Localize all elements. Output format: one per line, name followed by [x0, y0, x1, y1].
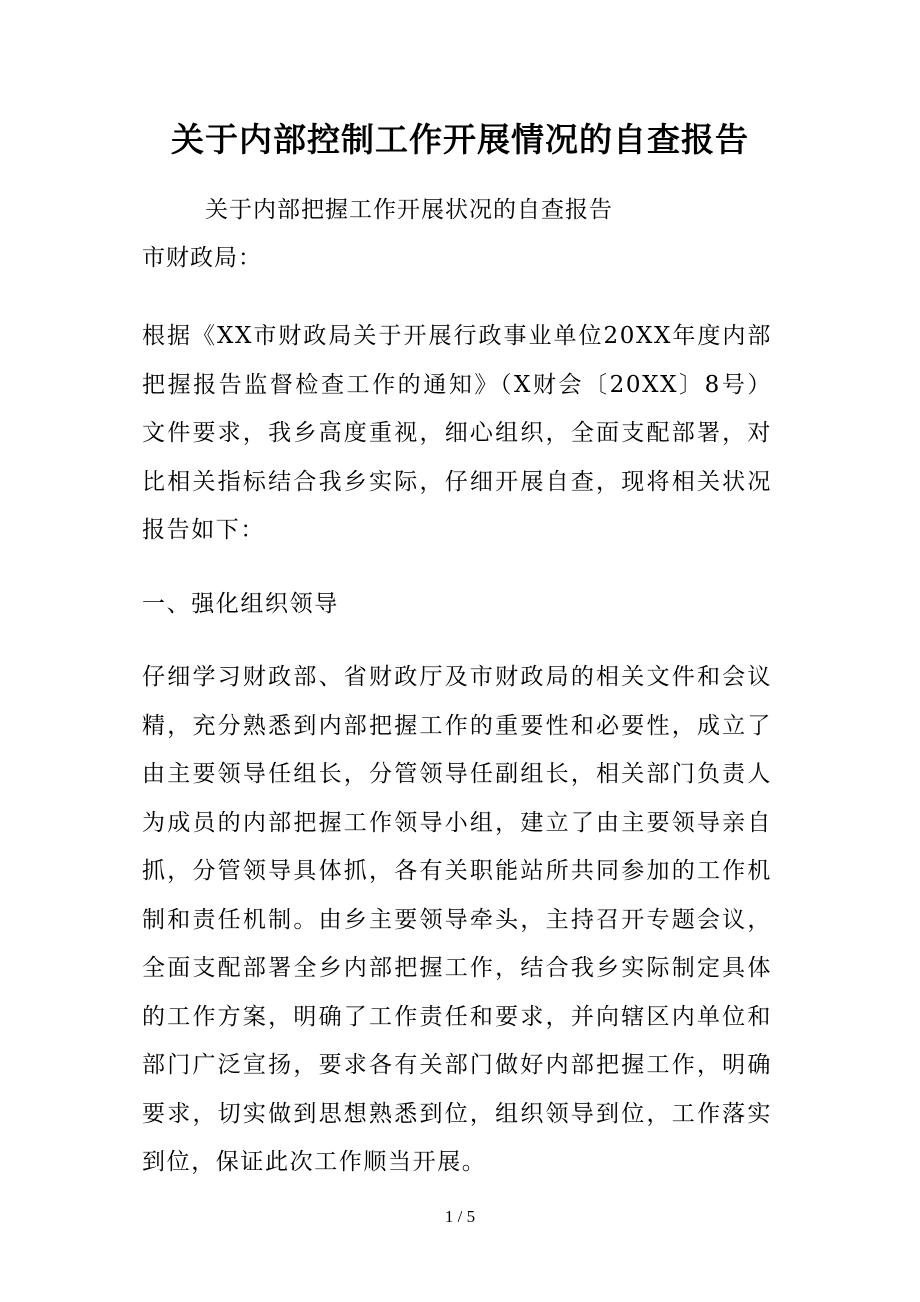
section-heading: 一、强化组织领导	[142, 591, 339, 617]
paragraph-body: 仔细学习财政部、省财政厅及市财政局的相关文件和会议精，充分熟悉到内部把握工作的重要性和必要性，成立了由主要领导任组长，分管领导任副组长，相关部门负责人为成员的内部把握工作领导小组，建立了由主要领导亲自抓，分管领导具体抓，各有关职能站所共同参加的工作机制和责任机制。由乡主要领导牵头，主持召开专题会议，全面支配部署全乡内部把握工作，结合我乡实际制定具体的工作方案，明确了工作责任和要求，并向辖区内单位和部门广泛宣扬，要求各有关部门做好内部把握工作，明确要求，切实做到思想熟悉到位，组织领导到位，工作落实到位，保证此次工作顺当开展。	[142, 664, 772, 1175]
document-subtitle: 关于内部把握工作开展状况的自查报告	[205, 197, 613, 223]
document-title: 关于内部控制工作开展情况的自查报告	[171, 120, 749, 159]
salutation: 市财政局：	[142, 245, 262, 271]
paragraph-intro: 根据《XX市财政局关于开展行政事业单位20XX年度内部把握报告监督检查工作的通知》（X财会〔20XX〕8号）文件要求，我乡高度重视，细心组织，全面支配部署，对比相关指标结合我乡实际，仔细开展自查，现将相关状况报告如下：	[142, 323, 772, 543]
page-number: 1 / 5	[444, 1207, 476, 1226]
